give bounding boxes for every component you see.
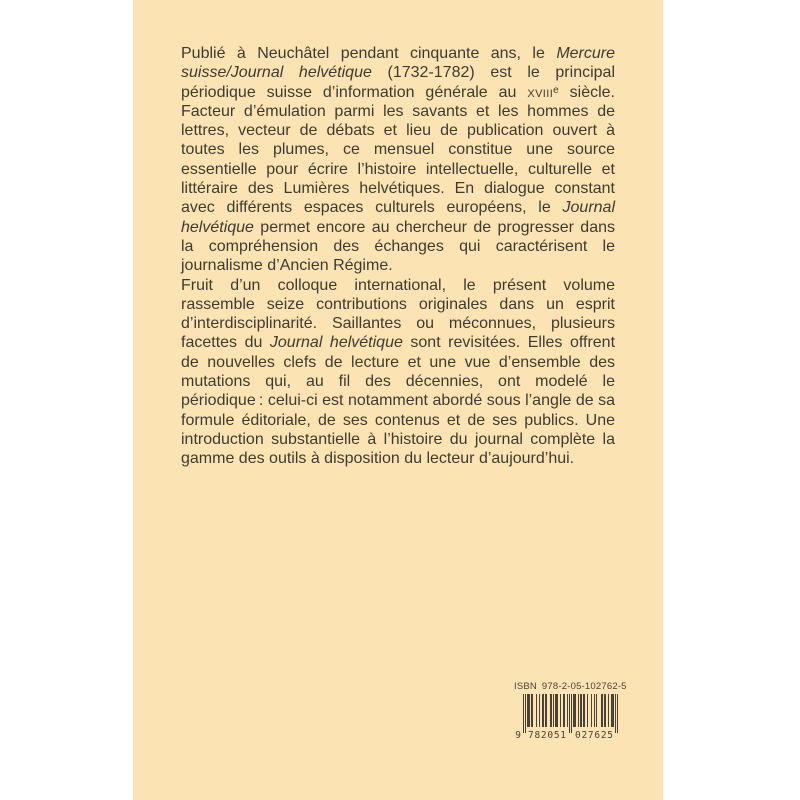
barcode-block: [505, 681, 627, 740]
blurb-paragraph: Publié à Neuchâtel pendant cinquante ans, le Mercure suisse/Journal helvétique (1732-1782) est le principal périodique suisse d’information générale au xviii$^e$ siècle. Facteur d’émulation parmi les savants et les hommes de lettres, vecteur de débats et lieu de publication ouvert à toutes les plumes, ce mensuel constitue une source essentielle pour écrire l’histoire intellectuelle, culturelle et littéraire des Lumières helvétiques. En dialogue constant avec différents espaces culturels européens, le Journal helvétique permet encore au chercheur de progresser dans la compréhension des échanges qui caractérisent le journalisme d’Ancien Régime.: [181, 45, 615, 275]
isbn-label: ISBN 978-2-05-102762-5: [514, 681, 627, 692]
back-cover: [133, 0, 663, 800]
svg-text:027625: 027625: [575, 730, 613, 740]
blurb-paragraph: Fruit d’un colloque international, le présent volume rassemble seize contributions originales dans un esprit d’interdisciplinarité. Saillantes ou méconnues, plusieurs facettes du Journal helvétique sont revisitées. Elles offrent de nouvelles clefs de lecture et une vue d’ensemble des mutations qui, au fil des décennies, ont modelé le périodique : celui-ci est notamment abordé sous l’angle de sa formule éditoriale, de ses contenus et de ses publics. Une introduction substantielle à l’histoire du journal complète la gamme des outils à disposition du lecteur d’aujourd’hui.: [181, 276, 616, 468]
svg-text:9: 9: [515, 730, 521, 740]
ean13-barcode: [514, 694, 618, 740]
svg-text:782051: 782051: [528, 730, 566, 740]
blurb-text: [181, 44, 615, 469]
